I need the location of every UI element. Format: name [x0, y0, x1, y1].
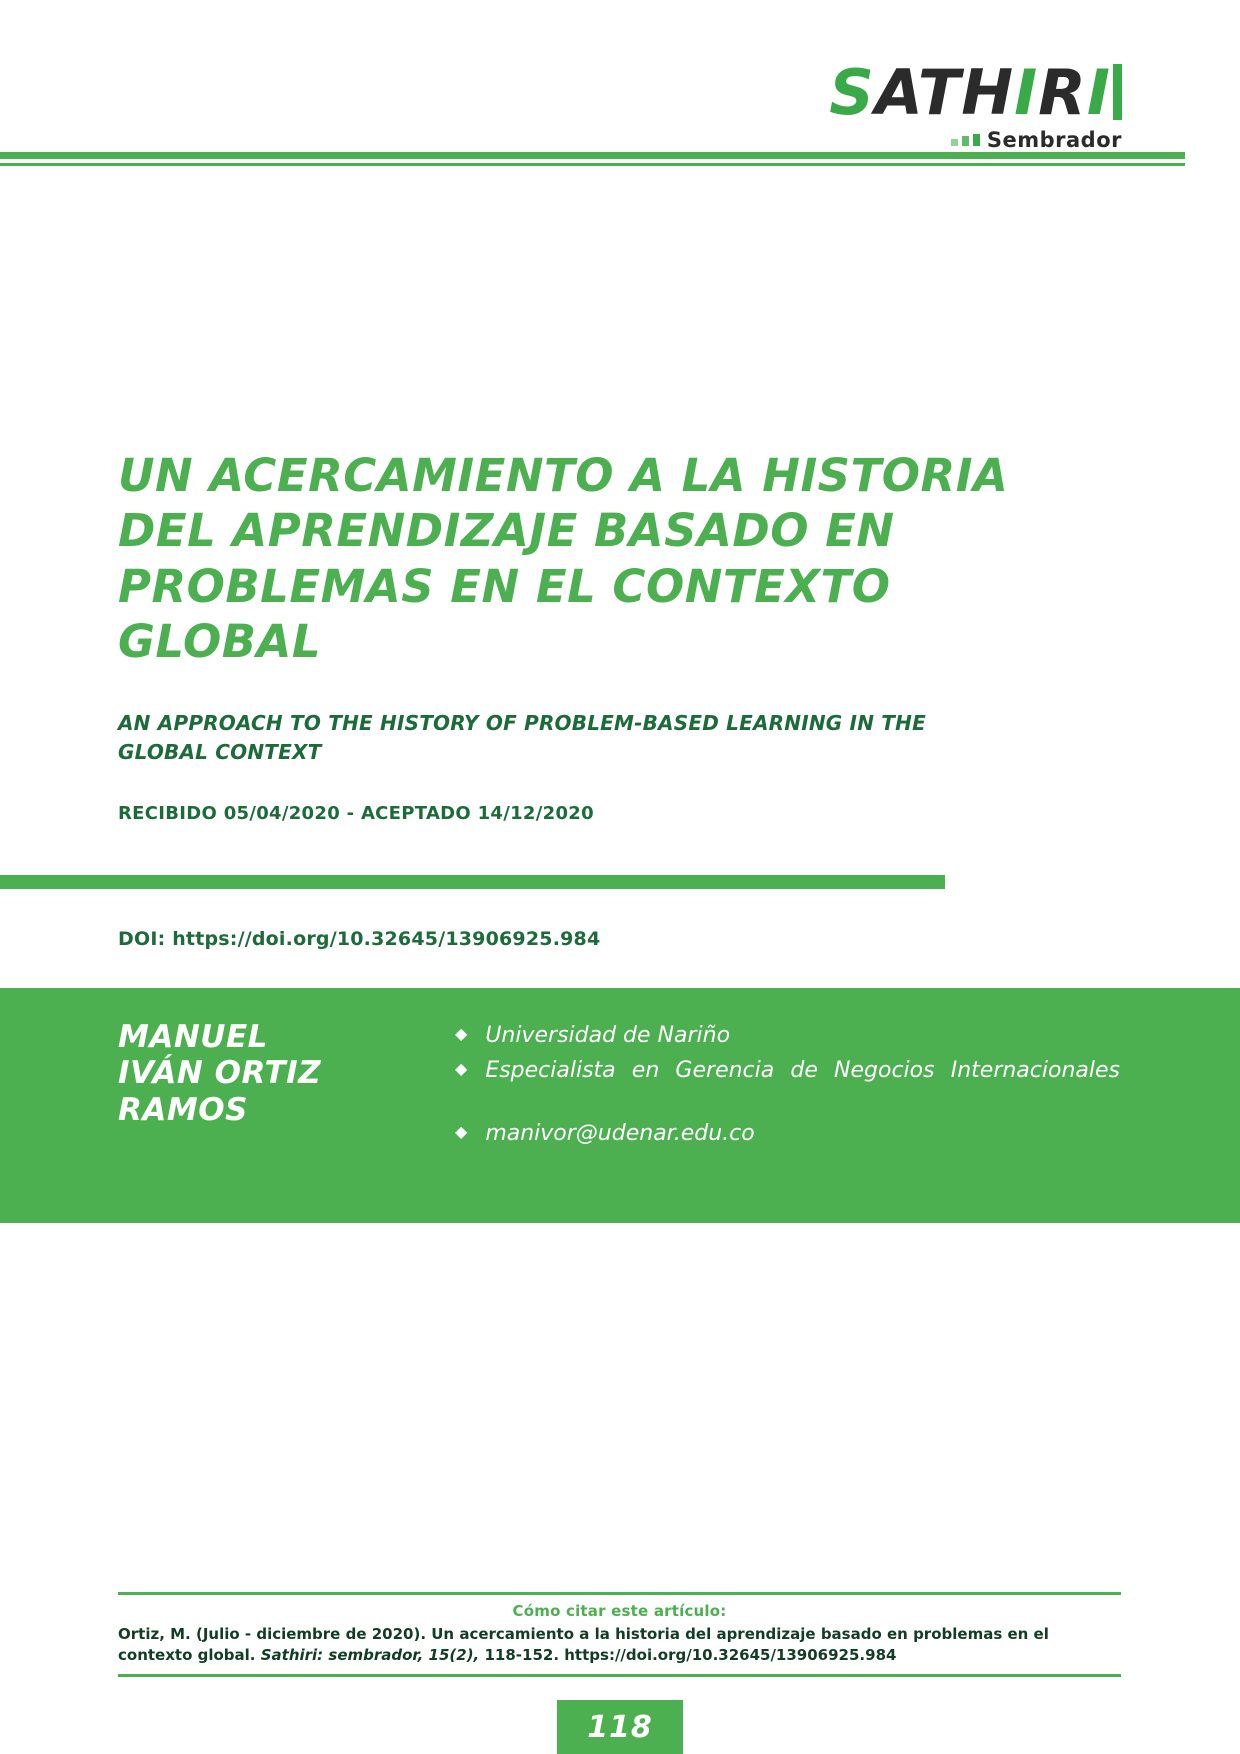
- page-subtitle-english: AN APPROACH TO THE HISTORY OF PROBLEM-BASED LEARNING IN THE GLOBAL CONTEXT: [118, 711, 926, 765]
- diamond-bullet-icon: ◆: [455, 1123, 468, 1141]
- author-affiliation: Universidad de Nariño: [485, 1023, 731, 1048]
- author-email[interactable]: manivor@udenar.edu.co: [485, 1120, 755, 1146]
- journal-logo-wordmark: SATHIRI: [829, 62, 1122, 124]
- author-details-list: [455, 1022, 1120, 1155]
- received-accepted-dates: RECIBIDO 05/04/2020 - ACEPTADO 14/12/2020: [118, 803, 594, 825]
- page-title: UN ACERCAMIENTO A LA HISTORIA DEL APRENDIZAJE BASADO EN PROBLEMAS EN EL CONTEXTO GLOBAL: [118, 449, 1009, 669]
- journal-logo: [829, 56, 1122, 152]
- page-header: [0, 0, 1240, 190]
- citation-journal-ref: Sathiri: sembrador, 15(2),: [260, 1645, 480, 1664]
- list-item: [455, 1057, 1120, 1113]
- header-divider-thick: [0, 152, 1185, 159]
- list-item: [455, 1022, 1120, 1050]
- author-band: [0, 988, 1240, 1223]
- list-item: [455, 1120, 1120, 1148]
- author-specialization: Especialista en Gerencia de Negocios Internacionales: [485, 1057, 1120, 1083]
- title-block: [118, 448, 1058, 824]
- citation-line-2-prefix: global.: [197, 1645, 261, 1664]
- journal-logo-subtitle: Sembrador: [986, 128, 1122, 152]
- citation-block: [118, 1592, 1121, 1677]
- citation-line-1: Ortiz, M. (Julio - diciembre de 2020). Un acercamiento a la historia del aprendizaje basado en problemas en el contexto: [118, 1625, 1049, 1664]
- bars-icon: [951, 134, 980, 146]
- citation-divider-top: [118, 1592, 1121, 1595]
- title-divider-bar: [0, 875, 945, 889]
- page-number: 118: [557, 1700, 683, 1754]
- author-name: MANUEL IVÁN ORTIZ RAMOS: [118, 1019, 322, 1128]
- journal-logo-subtitle-row: [829, 128, 1122, 152]
- citation-text: [118, 1624, 1121, 1665]
- doi-link[interactable]: DOI: https://doi.org/10.32645/13906925.984: [118, 928, 601, 950]
- citation-line-2-suffix: 118-152. https://doi.org/10.32645/13906925.984: [479, 1645, 897, 1664]
- diamond-bullet-icon: ◆: [455, 1060, 468, 1078]
- citation-divider-bottom: [118, 1674, 1121, 1677]
- diamond-bullet-icon: ◆: [455, 1026, 468, 1043]
- header-divider-thin: [0, 163, 1185, 166]
- citation-heading: Cómo citar este artículo:: [512, 1602, 727, 1620]
